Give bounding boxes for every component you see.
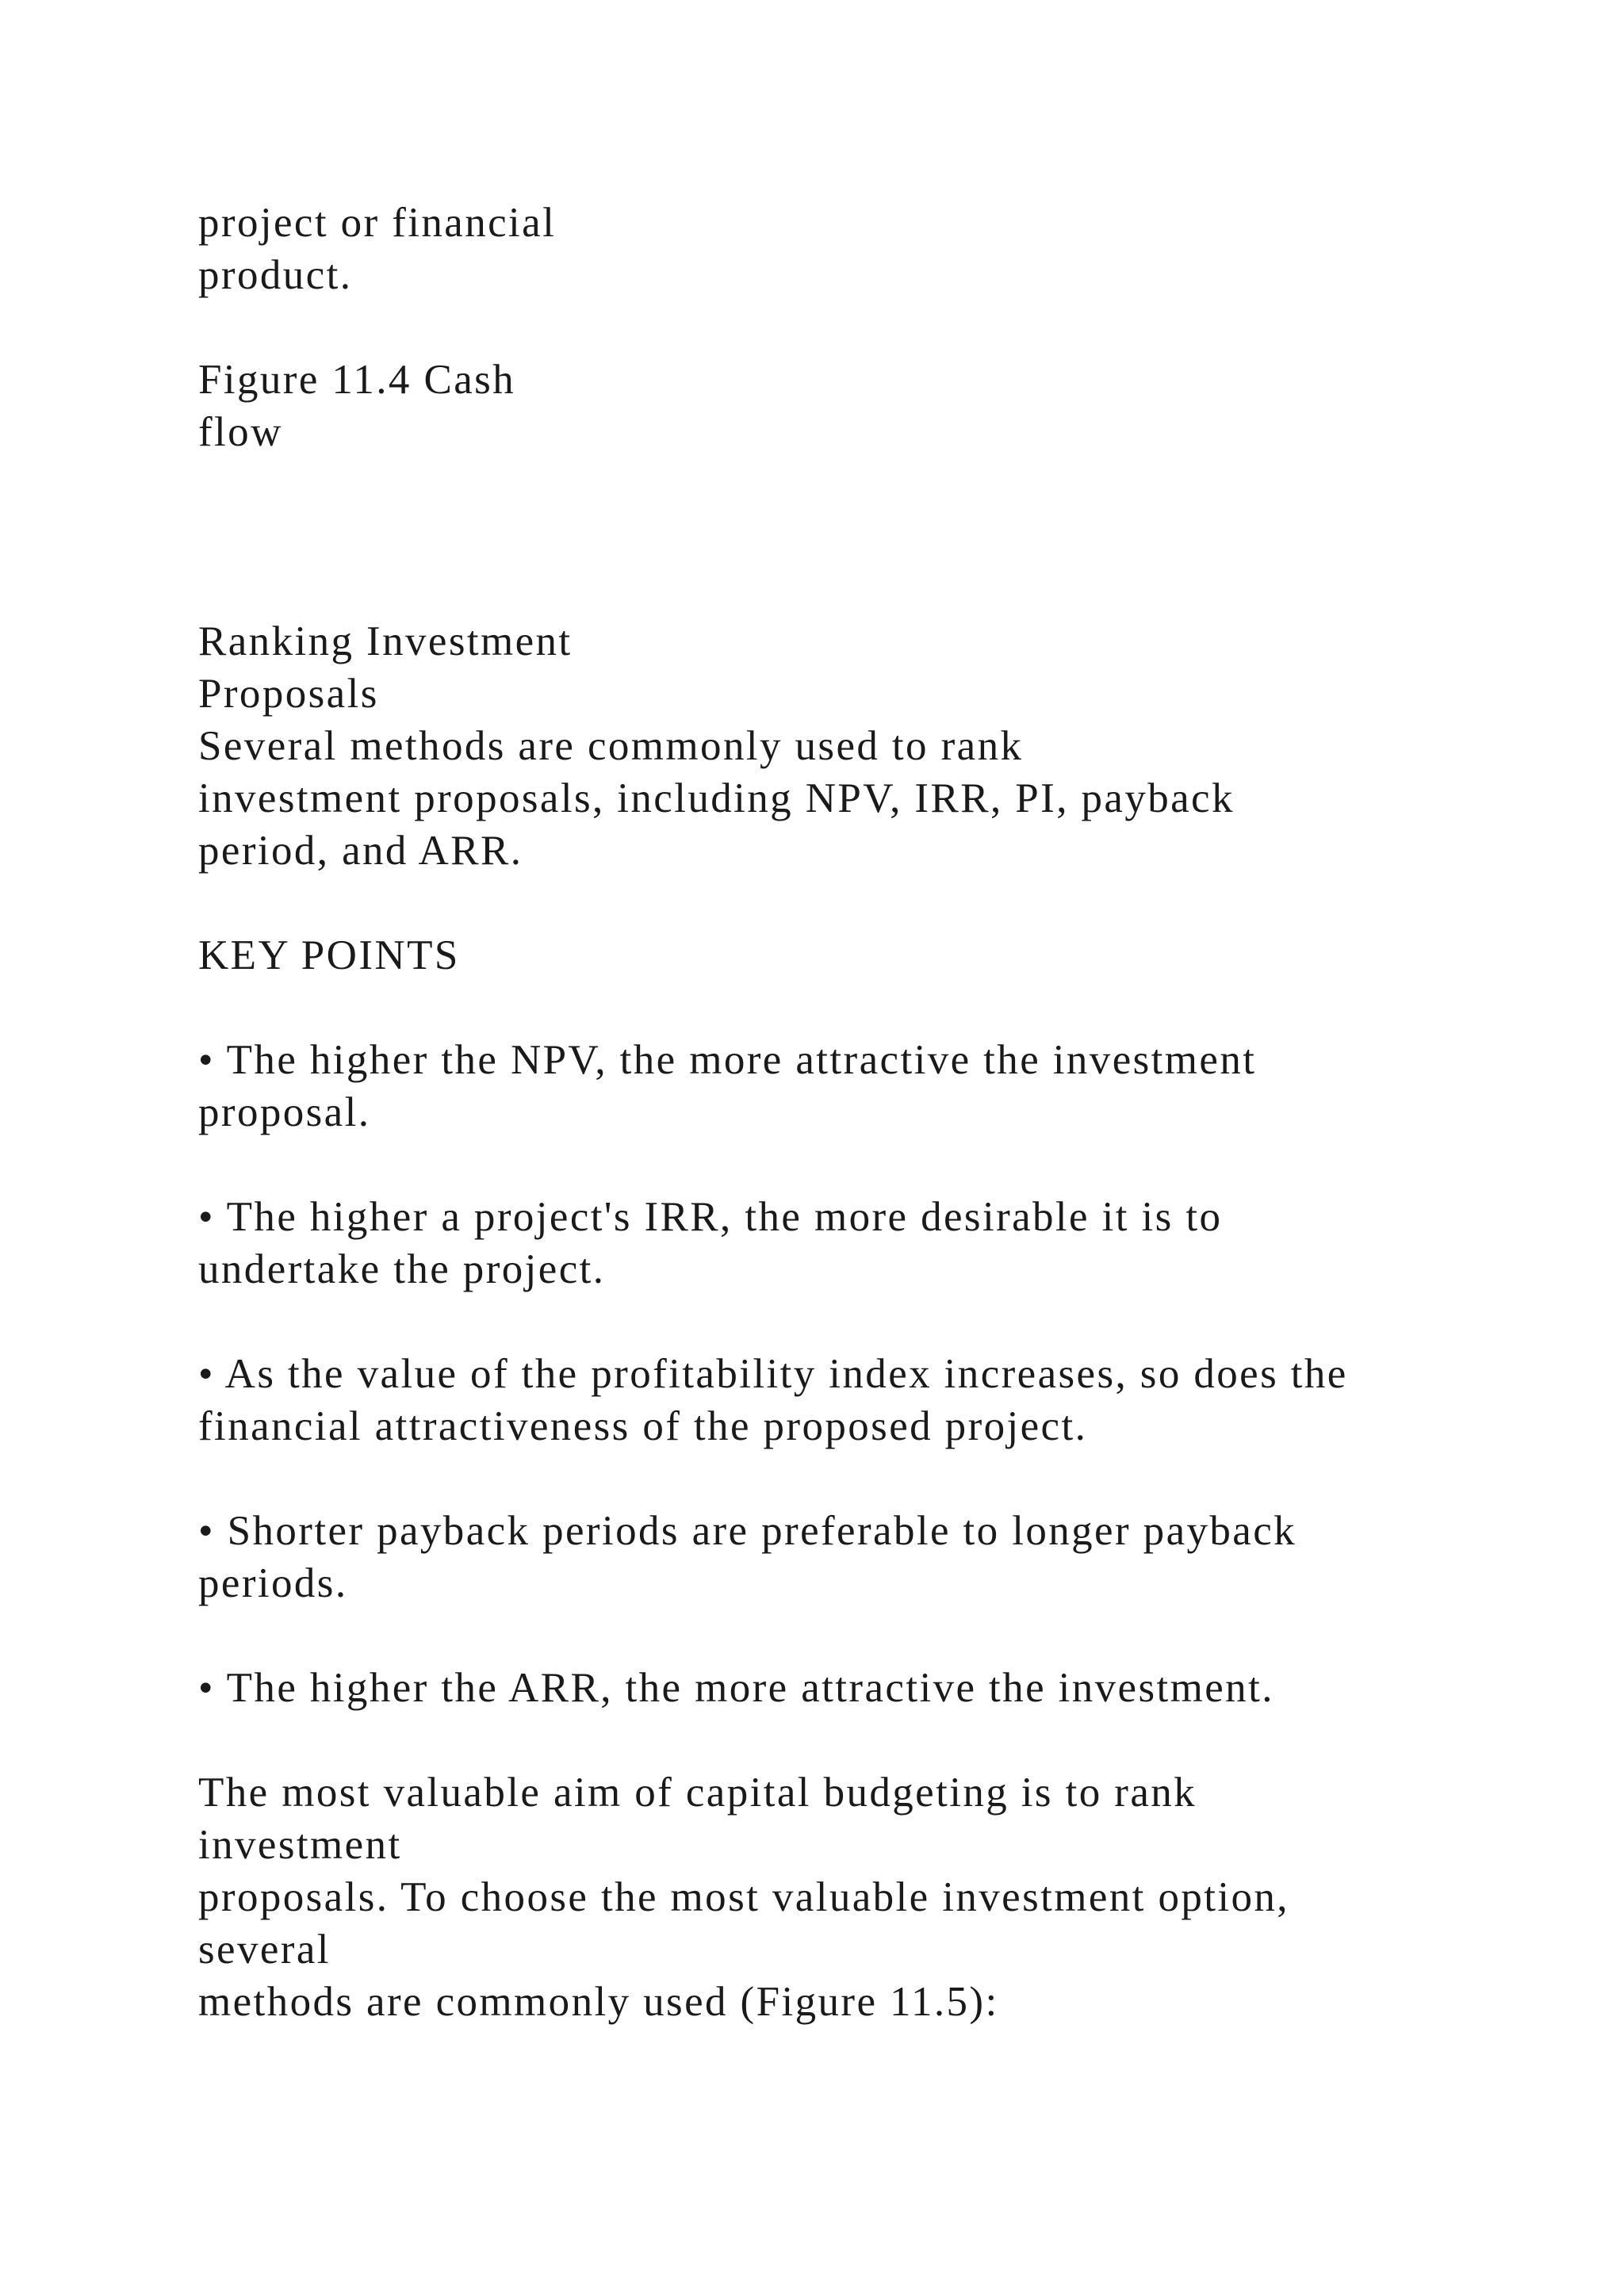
- closing-line-1: The most valuable aim of capital budgeting is to rank: [198, 1770, 1197, 1816]
- key-points-heading: KEY POINTS: [198, 932, 460, 978]
- figure-caption-line-1: Figure 11.4 Cash: [198, 357, 516, 403]
- section-heading-line-2: Proposals: [198, 671, 379, 717]
- key-point-3-line-1: • As the value of the profitability index increases, so does the: [198, 1351, 1348, 1397]
- closing-line-5: methods are commonly used (Figure 11.5):: [198, 1979, 999, 2025]
- key-point-2-line-1: • The higher a project's IRR, the more desirable it is to: [198, 1194, 1223, 1240]
- section-summary-line-2: investment proposals, including NPV, IRR, PI, payback: [198, 775, 1235, 821]
- closing-line-4: several: [198, 1927, 331, 1973]
- key-point-3-line-2: financial attractiveness of the proposed project.: [198, 1403, 1088, 1449]
- key-point-5-line-1: • The higher the ARR, the more attractive the investment.: [198, 1665, 1274, 1711]
- key-point-1-line-1: • The higher the NPV, the more attractive the investment: [198, 1037, 1257, 1083]
- section-summary-line-3: period, and ARR.: [198, 828, 523, 874]
- figure-caption-line-2: flow: [198, 409, 283, 455]
- key-point-4-line-2: periods.: [198, 1560, 348, 1606]
- section-summary-line-1: Several methods are commonly used to rank: [198, 723, 1024, 769]
- section-heading-line-1: Ranking Investment: [198, 618, 573, 664]
- intro-line-1: project or financial: [198, 200, 557, 246]
- closing-line-3: proposals. To choose the most valuable investment option,: [198, 1874, 1289, 1920]
- closing-line-2: investment: [198, 1822, 402, 1868]
- key-point-2-line-2: undertake the project.: [198, 1246, 606, 1292]
- intro-line-2: product.: [198, 252, 353, 298]
- key-point-4-line-1: • Shorter payback periods are preferable to longer payback: [198, 1508, 1297, 1554]
- key-point-1-line-2: proposal.: [198, 1089, 371, 1135]
